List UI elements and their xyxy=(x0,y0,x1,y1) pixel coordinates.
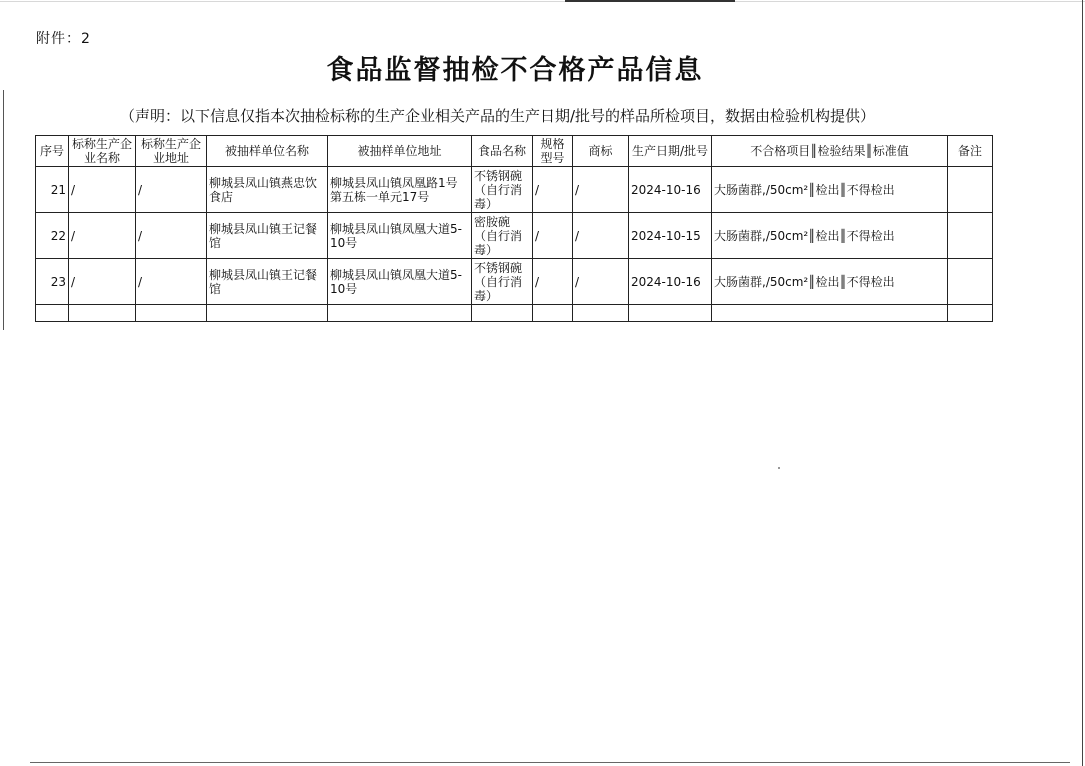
cell-sampled-address: 柳城县凤山镇凤凰大道5-10号 xyxy=(328,213,472,259)
cell-no: 21 xyxy=(36,167,69,213)
col-header-producer-address: 标称生产企业地址 xyxy=(136,136,207,167)
attachment-label: 附件：2 xyxy=(36,31,91,47)
col-header-failed-item: 不合格项目║检验结果║标准值 xyxy=(712,136,948,167)
cell-food-name: 不锈钢碗（自行消毒） xyxy=(472,259,533,305)
scan-edge-left xyxy=(3,90,4,330)
cell-food-name: 不锈钢碗（自行消毒） xyxy=(472,167,533,213)
cell-producer-address: / xyxy=(136,259,207,305)
cell-remark xyxy=(948,213,993,259)
cell-producer: / xyxy=(69,213,136,259)
scan-mark-top xyxy=(565,0,735,2)
col-header-food-name: 食品名称 xyxy=(472,136,533,167)
cell-no: 23 xyxy=(36,259,69,305)
table-row xyxy=(36,259,993,305)
cell-brand: / xyxy=(573,167,629,213)
col-header-sampled-address: 被抽样单位地址 xyxy=(328,136,472,167)
cell-brand: / xyxy=(573,213,629,259)
cell-spec: / xyxy=(533,259,573,305)
col-header-producer: 标称生产企业名称 xyxy=(69,136,136,167)
cell-sampled-unit: 柳城县凤山镇王记餐馆 xyxy=(207,259,328,305)
cell-remark xyxy=(948,259,993,305)
scan-edge-top xyxy=(0,1,1085,2)
cell-production-date: 2024-10-16 xyxy=(629,259,712,305)
cell-failed-item: 大肠菌群,/50cm²║检出║不得检出 xyxy=(712,167,948,213)
document-title: 食品监督抽检不合格产品信息 xyxy=(326,55,704,86)
col-header-no: 序号 xyxy=(36,136,69,167)
cell-producer: / xyxy=(69,259,136,305)
cell-sampled-unit: 柳城县凤山镇燕忠饮食店 xyxy=(207,167,328,213)
cell-food-name: 密胺碗（自行消毒） xyxy=(472,213,533,259)
scan-speck xyxy=(778,467,780,469)
cell-brand: / xyxy=(573,259,629,305)
cell-producer: / xyxy=(69,167,136,213)
cell-production-date: 2024-10-15 xyxy=(629,213,712,259)
table-row xyxy=(36,167,993,213)
col-header-remark: 备注 xyxy=(948,136,993,167)
col-header-production-date: 生产日期/批号 xyxy=(629,136,712,167)
cell-spec: / xyxy=(533,167,573,213)
table-header-row xyxy=(36,136,993,167)
cell-producer-address: / xyxy=(136,213,207,259)
cell-sampled-address: 柳城县凤山镇凤凰大道5-10号 xyxy=(328,259,472,305)
cell-remark xyxy=(948,167,993,213)
cell-spec: / xyxy=(533,213,573,259)
col-header-brand: 商标 xyxy=(573,136,629,167)
cell-failed-item: 大肠菌群,/50cm²║检出║不得检出 xyxy=(712,259,948,305)
col-header-spec: 规格型号 xyxy=(533,136,573,167)
table-row-empty xyxy=(36,305,993,322)
disclaimer-statement: （声明：以下信息仅指本次抽检标称的生产企业相关产品的生产日期/批号的样品所检项目，数据由检验机构提供） xyxy=(120,107,876,125)
cell-sampled-unit: 柳城县凤山镇王记餐馆 xyxy=(207,213,328,259)
cell-no: 22 xyxy=(36,213,69,259)
scan-edge-right xyxy=(1082,0,1083,766)
cell-producer-address: / xyxy=(136,167,207,213)
cell-sampled-address: 柳城县凤山镇凤凰路1号第五栋一单元17号 xyxy=(328,167,472,213)
cell-failed-item: 大肠菌群,/50cm²║检出║不得检出 xyxy=(712,213,948,259)
col-header-sampled-unit: 被抽样单位名称 xyxy=(207,136,328,167)
cell-production-date: 2024-10-16 xyxy=(629,167,712,213)
inspection-table xyxy=(35,135,993,322)
table-row xyxy=(36,213,993,259)
scan-edge-bottom xyxy=(30,762,1070,763)
